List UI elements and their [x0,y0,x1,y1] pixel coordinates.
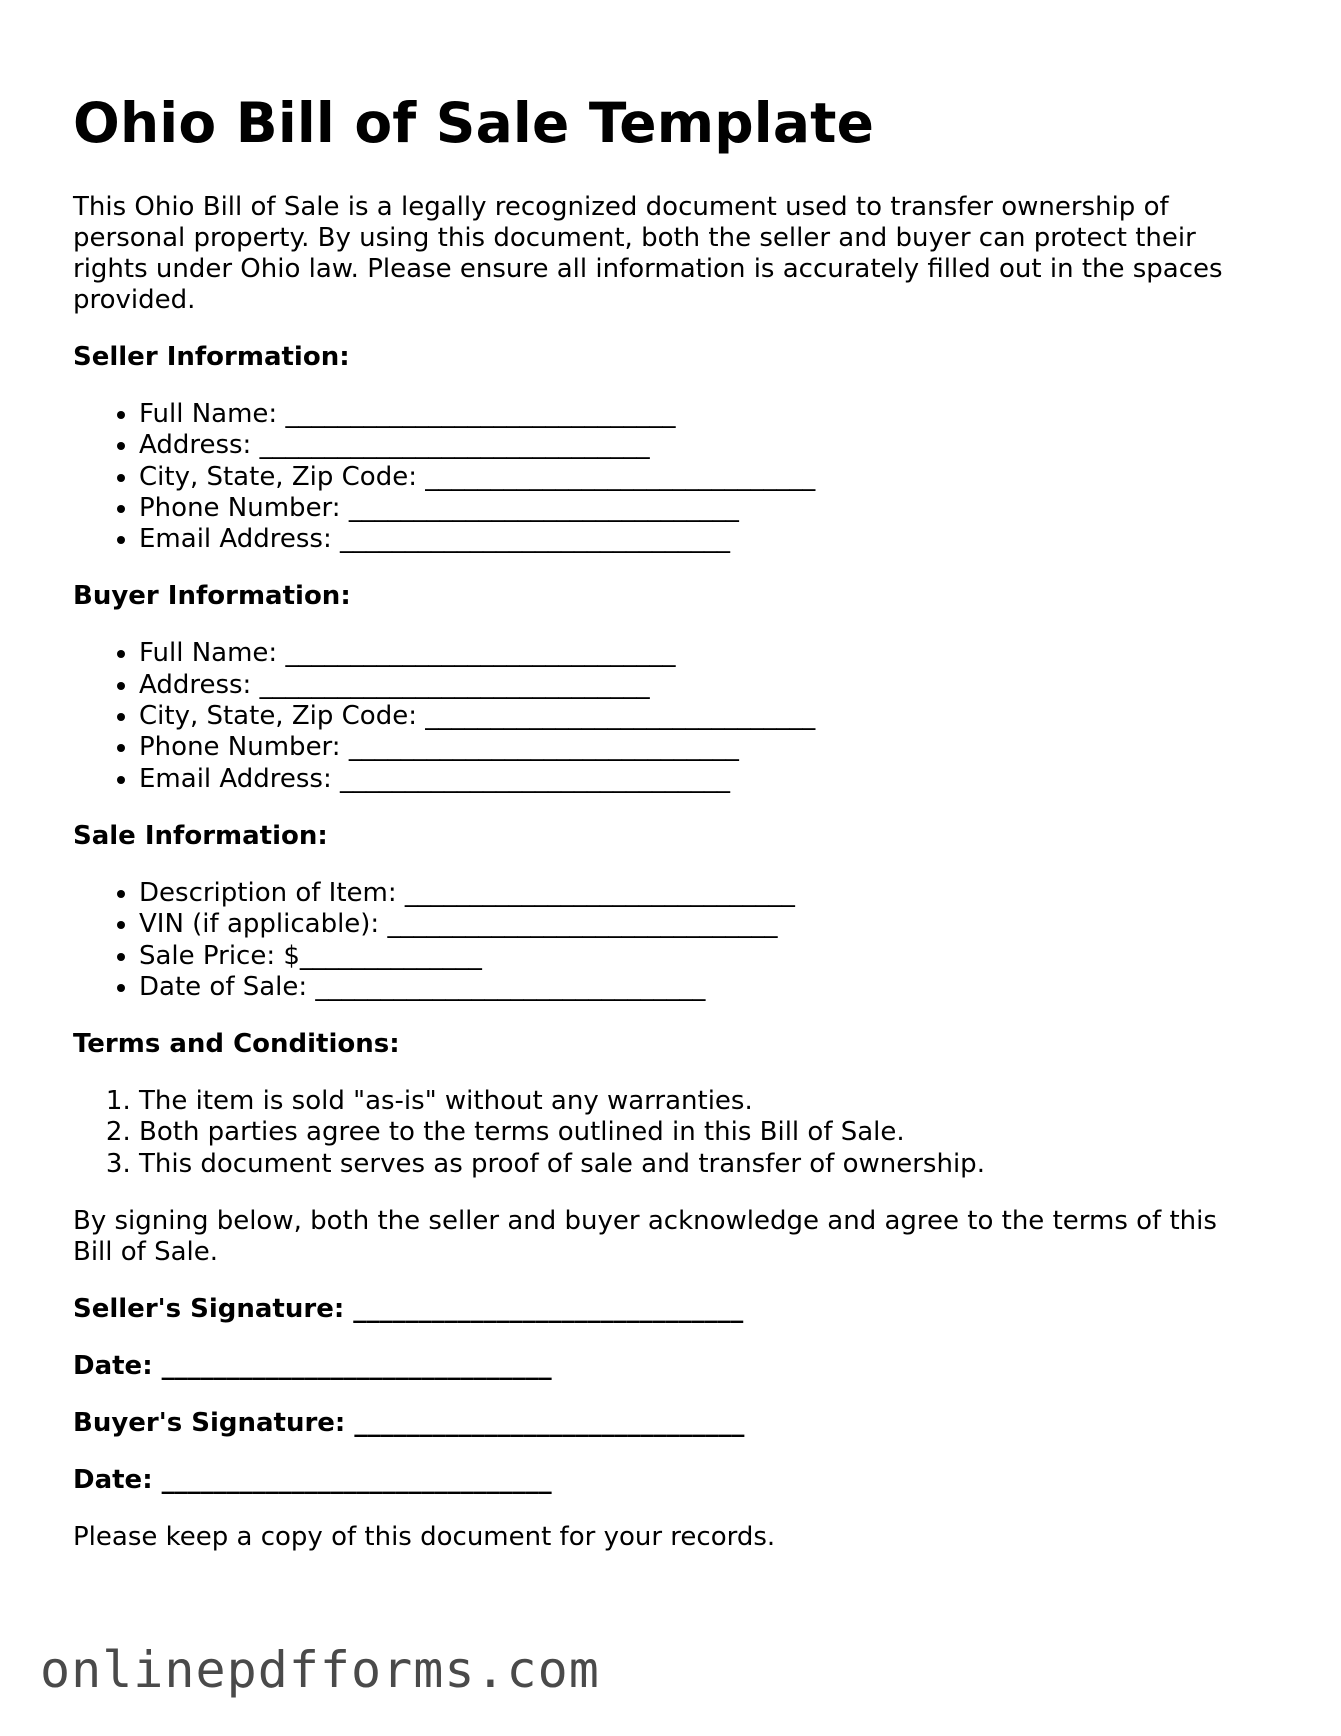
buyer-city-state-zip-field: • City, State, Zip Code: ______________________________ [139,701,1263,732]
seller-fields-list [73,399,1263,555]
seller-city-state-zip-field: • City, State, Zip Code: ______________________________ [139,462,1263,493]
seller-email-field: • Email Address: ______________________________ [139,524,1263,555]
seller-phone-field: • Phone Number: ______________________________ [139,493,1263,524]
buyer-full-name-field: • Full Name: ______________________________ [139,638,1263,669]
seller-heading: Seller Information: [73,342,350,372]
intro-paragraph: This Ohio Bill of Sale is a legally recognized document used to transfer ownership of personal property. By using this document, both the seller and buyer can protect their rights under Ohio law. Please ensure all information is accurately filled out in the spaces provided. [73,192,1223,315]
terms-item: 1. The item is sold "as-is" without any warranties. [139,1086,1263,1117]
sale-vin-field: • VIN (if applicable): ______________________________ [139,909,1263,940]
buyer-email-field: • Email Address: ______________________________ [139,764,1263,795]
buyer-fields-list [73,638,1263,794]
seller-address-field: • Address: ______________________________ [139,430,1263,461]
document-page [73,88,1263,1579]
seller-date-line: Date: ______________________________ [73,1351,552,1382]
seller-signature-line: Seller's Signature: ______________________________ [73,1294,744,1325]
sale-heading: Sale Information: [73,820,328,851]
sale-description-field: • Description of Item: ______________________________ [139,878,1263,909]
sale-price-field: • Sale Price: $______________ [139,941,1263,972]
terms-item: 2. Both parties agree to the terms outlined in this Bill of Sale. [139,1117,1263,1148]
watermark: onlinepdfforms.com [40,1641,600,1699]
buyer-heading: Buyer Information: [73,581,351,612]
buyer-address-field: • Address: ______________________________ [139,670,1263,701]
buyer-phone-field: • Phone Number: ______________________________ [139,732,1263,763]
closing-note: Please keep a copy of this document for your records. [73,1522,776,1553]
seller-full-name-field: • Full Name: ______________________________ [139,399,1263,430]
terms-heading: Terms and Conditions: [73,1029,400,1060]
terms-list [73,1086,1263,1180]
buyer-signature-line: Buyer's Signature: ______________________________ [73,1408,745,1439]
sale-date-field: • Date of Sale: ______________________________ [139,972,1263,1003]
buyer-date-line: Date: ______________________________ [73,1465,552,1496]
acknowledgement-paragraph: By signing below, both the seller and buyer acknowledge and agree to the terms of this Bill of Sale. [73,1206,1217,1268]
sale-fields-list [73,878,1263,1003]
terms-item: 3. This document serves as proof of sale and transfer of ownership. [139,1149,1263,1180]
page-title: Ohio Bill of Sale Template [73,91,875,155]
